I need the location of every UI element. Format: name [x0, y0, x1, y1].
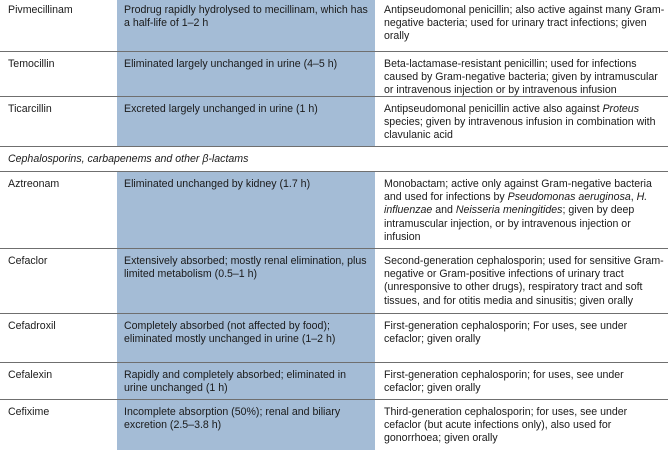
notes-text: and	[432, 204, 456, 217]
pharmacokinetics-cell: Incomplete absorption (50%); renal and biliary excretion (2.5–3.8 h)	[124, 406, 341, 432]
drug-name: Cefaclor	[8, 255, 48, 267]
table-row	[0, 52, 668, 97]
notes-cell: First-generation cephalosporin; For uses, see under cefaclor; given orally	[384, 320, 628, 346]
section-heading-beta: β	[202, 153, 209, 165]
notes-italic: Pseudomonas aeruginosa	[507, 191, 631, 204]
section-heading-text: Cephalosporins, carbapenems and other	[8, 153, 203, 165]
notes-cell	[384, 103, 666, 143]
notes-cell: First-generation cephalosporin; for uses, see under cefaclor; given orally	[384, 369, 624, 395]
table-row	[0, 363, 668, 400]
table-row	[0, 97, 668, 147]
section-heading-suffix: -lactams	[208, 153, 249, 165]
notes-text: species; given by intravenous infusion in combination with clavulanic acid	[384, 116, 656, 142]
notes-cell: Beta-lactamase-resistant penicillin; used for infections caused by Gram-negative bacteria; given by intramuscular or intravenous injection or by intravenous infusion	[384, 58, 658, 97]
drug-name: Pivmecillinam	[8, 4, 73, 16]
pharmacokinetics-cell: Completely absorbed (not affected by food); eliminated mostly unchanged in urine (1–2 h)	[124, 320, 336, 346]
notes-text: Antipseudomonal penicillin active also against	[384, 103, 603, 115]
table-row	[0, 400, 668, 450]
table-row	[0, 249, 668, 314]
notes-cell: Antipseudomonal penicillin; also active against many Gram-negative bacteria; used for urinary tract infections; given orally	[384, 4, 665, 43]
drug-name: Cefadroxil	[8, 320, 56, 332]
pharmacokinetics-cell: Rapidly and completely absorbed; eliminated in urine unchanged (1 h)	[124, 369, 347, 395]
notes-italic: Proteus	[602, 103, 639, 115]
notes-italic: Neisseria meningitides	[455, 204, 563, 217]
table-row	[0, 314, 668, 363]
notes-text: ; given by deep intramuscular injection, or by intravenous injection or infusion	[384, 204, 635, 243]
section-heading-row	[0, 147, 668, 172]
pharmacokinetics-cell: Excreted largely unchanged in urine (1 h)	[124, 103, 318, 115]
pharmacokinetics-cell: Eliminated largely unchanged in urine (4–5 h)	[124, 58, 338, 70]
notes-cell: Third-generation cephalosporin; for uses, see under cefaclor (but acute infections only), also used for gonorrhoea; given orally	[384, 406, 628, 445]
notes-text: Monobactam; active only against Gram-negative bacteria and used for infections by	[384, 178, 652, 204]
drug-name: Cefalexin	[8, 369, 53, 381]
pharmacokinetics-cell: Prodrug rapidly hydrolysed to mecillinam, which has a half-life of 1–2 h	[124, 4, 368, 30]
pharmacokinetics-cell: Eliminated unchanged by kidney (1.7 h)	[124, 178, 311, 190]
notes-cell: Second-generation cephalosporin; used for sensitive Gram-negative or Gram-positive infections of urinary tract (unresponsive to other drugs), respiratory tract and soft tissues, and for otitis media and sinusitis; given orally	[384, 255, 664, 307]
drug-name: Temocillin	[8, 58, 55, 70]
drug-name: Ticarcillin	[8, 103, 52, 115]
notes-text: ,	[630, 191, 637, 204]
notes-cell	[384, 178, 666, 244]
table-row	[0, 172, 668, 249]
drug-name: Aztreonam	[8, 178, 60, 190]
pharmacokinetics-cell: Extensively absorbed; mostly renal elimination, plus limited metabolism (0.5–1 h)	[124, 255, 367, 281]
drug-name: Cefixime	[8, 406, 50, 418]
table-row	[0, 0, 668, 52]
section-heading	[8, 153, 658, 166]
notes-italic: H. influenzae	[384, 191, 648, 217]
